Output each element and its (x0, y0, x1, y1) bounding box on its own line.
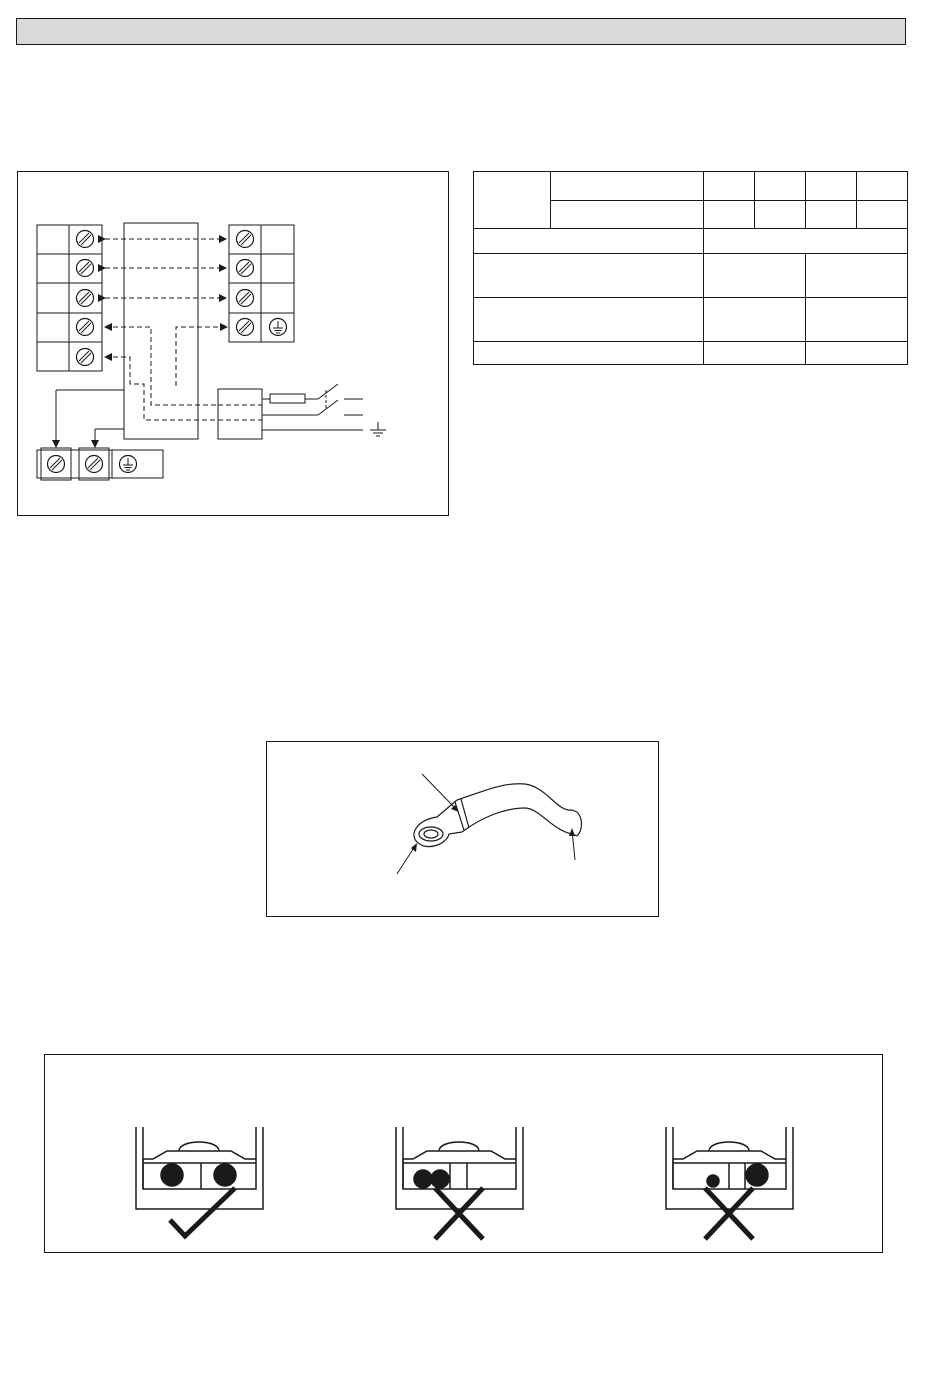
leader-lines (397, 774, 575, 874)
table-cell (857, 201, 908, 229)
table-cell (857, 172, 908, 201)
table-row (474, 229, 908, 254)
left-terminal-block (37, 225, 102, 371)
table-row (474, 342, 908, 365)
wiring-diagram-svg (18, 172, 450, 517)
table-cell (474, 229, 704, 254)
link-wires (105, 239, 226, 420)
connection-examples (44, 1054, 883, 1253)
table-cell (704, 342, 806, 365)
table-cell (704, 172, 755, 201)
incorrect-different-gauge (666, 1127, 793, 1239)
header-bar (16, 18, 906, 45)
table-cell (474, 172, 551, 229)
wiring-diagram (17, 171, 449, 516)
ring-terminal-diagram (266, 741, 659, 917)
junction-block (218, 389, 363, 439)
table-cell (474, 254, 704, 298)
table-row (474, 254, 908, 298)
table-cell (755, 172, 806, 201)
incorrect-two-wires (396, 1127, 523, 1239)
table-cell (806, 298, 908, 342)
table-cell (704, 298, 806, 342)
table-row (474, 298, 908, 342)
connection-examples-svg (45, 1055, 884, 1254)
table-cell (704, 229, 908, 254)
table-cell (755, 201, 806, 229)
cable-box (124, 223, 198, 439)
table-cell (551, 172, 704, 201)
table-cell (806, 172, 857, 201)
ground-symbol (370, 422, 386, 436)
table-cell (704, 254, 806, 298)
table-cell (551, 201, 704, 229)
table-cell (474, 342, 704, 365)
correct-connection (136, 1127, 263, 1236)
spec-table (473, 171, 908, 365)
table-cell (474, 298, 704, 342)
table-row (474, 172, 908, 201)
table-cell (806, 254, 908, 298)
ring-terminal-svg (267, 742, 660, 918)
table-cell (704, 201, 755, 229)
fuse-switch (270, 384, 363, 415)
table-cell (806, 342, 908, 365)
table-cell (806, 201, 857, 229)
